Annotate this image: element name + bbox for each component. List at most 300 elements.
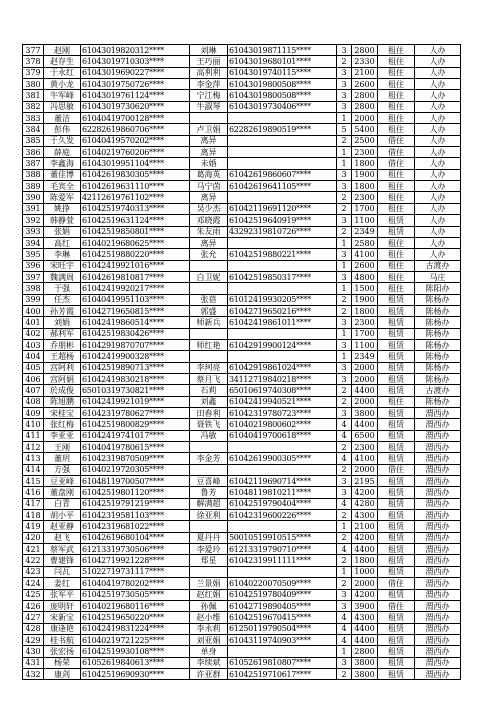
household-size-cell: 2 — [337, 385, 352, 396]
table-row — [23, 532, 461, 543]
row-number-cell: 384 — [23, 124, 44, 135]
table-row — [23, 385, 461, 396]
spouse-id-cell: 61042419940521**** — [228, 396, 337, 407]
office-cell: 渭西办 — [415, 578, 461, 589]
household-size-cell: 1 — [337, 521, 352, 532]
applicant-id-cell: 61040419951103**** — [81, 294, 190, 305]
applicant-name-cell: 李琳 — [44, 249, 81, 260]
housing-status-cell: 借住 — [378, 464, 415, 475]
table-row — [23, 566, 461, 577]
table-row — [23, 237, 461, 248]
applicant-id-cell: 61042519890713**** — [81, 362, 190, 373]
office-cell: 陈杨办 — [415, 351, 461, 362]
applicant-id-cell: 61052619840613**** — [81, 657, 190, 668]
income-cell: 6500 — [352, 430, 378, 441]
office-cell: 人办 — [415, 169, 461, 180]
row-number-cell: 432 — [23, 668, 44, 679]
income-cell: 1800 — [352, 158, 378, 169]
spouse-id-cell — [228, 147, 337, 158]
applicant-name-cell: 郝利军 — [44, 328, 81, 339]
office-cell: 渭西办 — [415, 521, 461, 532]
housing-status-cell: 租赁 — [378, 328, 415, 339]
income-cell: 1800 — [352, 555, 378, 566]
housing-status-cell: 租住 — [378, 67, 415, 78]
housing-status-cell: 借住 — [378, 600, 415, 611]
household-size-cell: 1 — [337, 646, 352, 657]
income-cell: 2500 — [352, 135, 378, 146]
applicant-name-cell: 康逢艳 — [44, 623, 81, 634]
office-cell: 渭西办 — [415, 544, 461, 555]
household-size-cell: 3 — [337, 45, 352, 56]
housing-status-cell: 租赁 — [378, 408, 415, 419]
applicant-id-cell: 61042619631110**** — [81, 181, 190, 192]
applicant-name-cell: 赵刚 — [44, 45, 81, 56]
applicant-id-cell: 61040419780615**** — [81, 442, 190, 453]
spouse-name-cell: 马宁茵 — [190, 181, 228, 192]
income-cell: 3800 — [352, 657, 378, 668]
row-number-cell: 427 — [23, 612, 44, 623]
table-row — [23, 510, 461, 521]
applicant-name-cell: 蔡军武 — [44, 544, 81, 555]
applicant-id-cell: 61042519830426**** — [81, 328, 190, 339]
spouse-name-cell: 高利利 — [190, 67, 228, 78]
applicant-name-cell: 陈爱军 — [44, 192, 81, 203]
housing-status-cell: 租住 — [378, 101, 415, 112]
office-cell: 人办 — [415, 113, 461, 124]
spouse-name-cell — [190, 113, 228, 124]
row-number-cell: 417 — [23, 498, 44, 509]
housing-status-cell: 租赁 — [378, 339, 415, 350]
applicant-name-cell: 乔朋彬 — [44, 339, 81, 350]
income-cell: 1900 — [352, 294, 378, 305]
spouse-name-cell: 许亚群 — [190, 668, 228, 679]
applicant-id-cell: 61042519631124**** — [81, 215, 190, 226]
household-size-cell: 3 — [337, 373, 352, 384]
row-number-cell: 383 — [23, 113, 44, 124]
row-number-cell: 381 — [23, 90, 44, 101]
spouse-name-cell: 李续斌 — [190, 657, 228, 668]
household-size-cell: 1 — [337, 283, 352, 294]
applicant-name-cell: 桂书航 — [44, 634, 81, 645]
spouse-name-cell: 李永莉 — [190, 623, 228, 634]
spouse-id-cell: 61048119810211**** — [228, 487, 337, 498]
office-cell: 陈杨办 — [415, 373, 461, 384]
spouse-name-cell: 蔡月飞 — [190, 373, 228, 384]
applicant-name-cell: 杨荣 — [44, 657, 81, 668]
applicant-name-cell: 庞明轩 — [44, 600, 81, 611]
household-size-cell: 3 — [337, 101, 352, 112]
office-cell: 人办 — [415, 135, 461, 146]
household-size-cell: 4 — [337, 634, 352, 645]
spouse-id-cell: 61042519780409**** — [228, 589, 337, 600]
housing-status-cell: 租住 — [378, 237, 415, 248]
household-size-cell: 2 — [337, 305, 352, 316]
housing-status-cell: 租赁 — [378, 623, 415, 634]
spouse-name-cell: 白卫妮 — [190, 271, 228, 282]
household-size-cell: 2 — [337, 555, 352, 566]
row-number-cell: 401 — [23, 317, 44, 328]
spouse-name-cell: 李爱玲 — [190, 544, 228, 555]
table-row — [23, 90, 461, 101]
office-cell: 人办 — [415, 249, 461, 260]
office-cell: 人办 — [415, 56, 461, 67]
table-row — [23, 544, 461, 555]
spouse-id-cell: 61042519790404**** — [228, 498, 337, 509]
row-number-cell: 408 — [23, 396, 44, 407]
applicant-id-cell: 51022719731117**** — [81, 566, 190, 577]
applicant-id-cell: 61042419860514**** — [81, 317, 190, 328]
spouse-id-cell — [228, 646, 337, 657]
row-number-cell: 430 — [23, 646, 44, 657]
spouse-id-cell: 61040220070509**** — [228, 578, 337, 589]
office-cell: 人办 — [415, 147, 461, 158]
row-number-cell: 378 — [23, 56, 44, 67]
housing-status-cell: 租住 — [378, 192, 415, 203]
applicant-id-cell: 61042319870509**** — [81, 453, 190, 464]
spouse-id-cell: 61043019871115**** — [228, 45, 337, 56]
office-cell: 人办 — [415, 101, 461, 112]
housing-status-cell: 借住 — [378, 578, 415, 589]
applicant-name-cell: 任杰 — [44, 294, 81, 305]
applicant-name-cell: 李亚亚 — [44, 430, 81, 441]
housing-status-cell: 租赁 — [378, 294, 415, 305]
spouse-id-cell: 61042419861011**** — [228, 317, 337, 328]
spouse-name-cell: 夏丹丹 — [190, 532, 228, 543]
table-row — [23, 124, 461, 135]
housing-status-cell: 租住 — [378, 181, 415, 192]
applicant-id-cell: 61042419900328**** — [81, 351, 190, 362]
row-number-cell: 394 — [23, 237, 44, 248]
applicant-name-cell: 魏满周 — [44, 271, 81, 282]
row-number-cell: 379 — [23, 67, 44, 78]
income-cell: 2000 — [352, 464, 378, 475]
housing-status-cell: 租赁 — [378, 544, 415, 555]
spouse-id-cell — [228, 158, 337, 169]
applicant-name-cell: 黄小龙 — [44, 79, 81, 90]
household-size-cell: 3 — [337, 215, 352, 226]
row-number-cell: 386 — [23, 147, 44, 158]
applicant-name-cell: 李鑫海 — [44, 158, 81, 169]
applicant-id-cell: 65010319730821**** — [81, 385, 190, 396]
applicant-id-cell: 61042419920217**** — [81, 283, 190, 294]
office-cell: 渭西办 — [415, 646, 461, 657]
spouse-id-cell: 61042319911111**** — [228, 555, 337, 566]
table-row — [23, 158, 461, 169]
housing-status-cell: 租赁 — [378, 498, 415, 509]
income-cell: 4400 — [352, 544, 378, 555]
office-cell: 人办 — [415, 158, 461, 169]
office-cell: 渭西办 — [415, 442, 461, 453]
housing-status-cell: 租赁 — [378, 555, 415, 566]
spouse-name-cell: 离异 — [190, 147, 228, 158]
spouse-name-cell — [190, 521, 228, 532]
spouse-id-cell: 61040219800602**** — [228, 419, 337, 430]
spouse-name-cell: 张允 — [190, 249, 228, 260]
income-cell: 4400 — [352, 634, 378, 645]
spouse-id-cell: 61042119690714**** — [228, 476, 337, 487]
row-number-cell: 431 — [23, 657, 44, 668]
row-number-cell: 399 — [23, 294, 44, 305]
housing-status-cell: 租赁 — [378, 487, 415, 498]
income-cell: 4300 — [352, 510, 378, 521]
applicant-name-cell: 姚挣 — [44, 203, 81, 214]
office-cell: 渭西办 — [415, 566, 461, 577]
spouse-id-cell: 61043019730406**** — [228, 101, 337, 112]
spouse-id-cell — [228, 442, 337, 453]
income-cell: 2580 — [352, 237, 378, 248]
spouse-name-cell: 聂铁飞 — [190, 419, 228, 430]
applicant-name-cell: 韩静萱 — [44, 215, 81, 226]
income-cell: 1900 — [352, 169, 378, 180]
housing-status-cell: 租住 — [378, 271, 415, 282]
household-size-cell: 3 — [337, 271, 352, 282]
income-cell: 5400 — [352, 124, 378, 135]
income-cell: 4200 — [352, 532, 378, 543]
applicant-id-cell: 61042619680104**** — [81, 532, 190, 543]
household-size-cell: 3 — [337, 600, 352, 611]
household-size-cell: 4 — [337, 430, 352, 441]
housing-status-cell: 租住 — [378, 396, 415, 407]
office-cell: 渭西办 — [415, 634, 461, 645]
table-row — [23, 578, 461, 589]
spouse-name-cell: 赵小维 — [190, 612, 228, 623]
housing-status-cell: 租赁 — [378, 385, 415, 396]
applicant-id-cell: 61042519740313**** — [81, 203, 190, 214]
applicant-id-cell: 61043019730620**** — [81, 101, 190, 112]
applicant-id-cell: 61042519850801**** — [81, 226, 190, 237]
spouse-name-cell: 吴少杰 — [190, 203, 228, 214]
housing-status-cell: 租赁 — [378, 215, 415, 226]
spouse-name-cell: 葛海英 — [190, 169, 228, 180]
applicant-id-cell: 61048119700507**** — [81, 476, 190, 487]
housing-status-cell: 租赁 — [378, 419, 415, 430]
office-cell: 陈杨办 — [415, 305, 461, 316]
spouse-name-cell: 李珂亮 — [190, 362, 228, 373]
housing-status-cell: 租住 — [378, 203, 415, 214]
applicant-id-cell: 61043019761124**** — [81, 90, 190, 101]
spouse-name-cell: 李金芳 — [190, 453, 228, 464]
housing-status-cell: 租住 — [378, 56, 415, 67]
table-row — [23, 113, 461, 124]
housing-status-cell: 租赁 — [378, 476, 415, 487]
row-number-cell: 382 — [23, 101, 44, 112]
applicant-name-cell: 张宏扬 — [44, 646, 81, 657]
table-row — [23, 442, 461, 453]
spouse-id-cell: 61042619860607**** — [228, 169, 337, 180]
spouse-name-cell: 兰景娟 — [190, 578, 228, 589]
applicant-name-cell: 陈旭鹏 — [44, 396, 81, 407]
applicant-name-cell: 彭伟 — [44, 124, 81, 135]
applicant-id-cell: 61042519801120**** — [81, 487, 190, 498]
table-row — [23, 657, 461, 668]
household-size-cell: 3 — [337, 90, 352, 101]
spouse-name-cell — [190, 351, 228, 362]
household-size-cell: 2 — [337, 442, 352, 453]
spouse-id-cell — [228, 192, 337, 203]
applicant-id-cell: 61040419780202**** — [81, 578, 190, 589]
office-cell: 人办 — [415, 192, 461, 203]
spouse-name-cell: 卢卫娟 — [190, 124, 228, 135]
office-cell: 渭西办 — [415, 453, 461, 464]
income-cell: 4400 — [352, 385, 378, 396]
spouse-name-cell: 鲁芳 — [190, 487, 228, 498]
applicant-name-cell: 薛庭 — [44, 147, 81, 158]
row-number-cell: 415 — [23, 476, 44, 487]
spouse-id-cell: 34112719840218**** — [228, 373, 337, 384]
table-row — [23, 623, 461, 634]
income-cell: 2300 — [352, 192, 378, 203]
spouse-id-cell: 43292319810726**** — [228, 226, 337, 237]
row-number-cell: 416 — [23, 487, 44, 498]
table-body — [23, 45, 461, 680]
applicant-id-cell: 61043019690227**** — [81, 67, 190, 78]
spouse-id-cell: 61042919900124**** — [228, 339, 337, 350]
housing-status-cell: 租赁 — [378, 362, 415, 373]
spouse-id-cell: 61012419930205**** — [228, 294, 337, 305]
table-row — [23, 464, 461, 475]
table-row — [23, 271, 461, 282]
row-number-cell: 403 — [23, 339, 44, 350]
income-cell: 4400 — [352, 623, 378, 634]
row-number-cell: 411 — [23, 430, 44, 441]
row-number-cell: 400 — [23, 305, 44, 316]
row-number-cell: 425 — [23, 589, 44, 600]
table-row — [23, 283, 461, 294]
table-row — [23, 589, 461, 600]
applicant-id-cell: 61042319581103**** — [81, 510, 190, 521]
income-cell: 4200 — [352, 487, 378, 498]
office-cell: 人办 — [415, 181, 461, 192]
housing-status-cell: 租赁 — [378, 634, 415, 645]
applicant-name-cell: 宫阿娟 — [44, 373, 81, 384]
income-cell: 2000 — [352, 578, 378, 589]
row-number-cell: 390 — [23, 192, 44, 203]
household-size-cell: 2 — [337, 396, 352, 407]
spouse-name-cell: 赵红娟 — [190, 589, 228, 600]
applicant-name-cell: 高红 — [44, 237, 81, 248]
table-row — [23, 362, 461, 373]
household-size-cell: 1 — [337, 158, 352, 169]
spouse-name-cell: 田春利 — [190, 408, 228, 419]
applicant-name-cell: 刘娟 — [44, 317, 81, 328]
housing-status-cell: 租住 — [378, 90, 415, 101]
applicant-name-cell: 豆亚峰 — [44, 476, 81, 487]
table-row — [23, 339, 461, 350]
applicant-name-cell: 康剑 — [44, 668, 81, 679]
row-number-cell: 385 — [23, 135, 44, 146]
spouse-name-cell: 冯敏 — [190, 430, 228, 441]
household-size-cell: 5 — [337, 124, 352, 135]
office-cell: 陈杨办 — [415, 294, 461, 305]
spouse-name-cell: 李金萍 — [190, 79, 228, 90]
income-cell: 1800 — [352, 305, 378, 316]
spouse-id-cell: 61042519880221**** — [228, 249, 337, 260]
housing-status-cell: 租住 — [378, 169, 415, 180]
row-number-cell: 405 — [23, 362, 44, 373]
income-cell: 4800 — [352, 271, 378, 282]
applicant-id-cell: 61040419700128**** — [81, 113, 190, 124]
household-size-cell: 3 — [337, 181, 352, 192]
applicant-id-cell: 61213319730506**** — [81, 544, 190, 555]
income-cell: 2349 — [352, 351, 378, 362]
spouse-name-cell — [190, 442, 228, 453]
applicant-name-cell: 冯思敏 — [44, 101, 81, 112]
applicant-id-cell: 61042319681022**** — [81, 521, 190, 532]
applicant-name-cell: 方强 — [44, 464, 81, 475]
applicant-id-cell: 61042519800829**** — [81, 419, 190, 430]
housing-status-cell: 租赁 — [378, 521, 415, 532]
table-row — [23, 396, 461, 407]
spouse-id-cell: 61052619810807**** — [228, 657, 337, 668]
housing-status-cell: 租住 — [378, 45, 415, 56]
housing-status-cell: 租赁 — [378, 453, 415, 464]
housing-status-cell: 租住 — [378, 249, 415, 260]
spouse-id-cell: 61043019740115**** — [228, 67, 337, 78]
row-number-cell: 412 — [23, 442, 44, 453]
applicant-name-cell: 姜红 — [44, 578, 81, 589]
housing-status-cell: 租赁 — [378, 612, 415, 623]
spouse-id-cell: 61043019680101**** — [228, 56, 337, 67]
household-size-cell: 2 — [337, 668, 352, 679]
table-row — [23, 249, 461, 260]
household-size-cell: 1 — [337, 113, 352, 124]
income-cell: 2800 — [352, 45, 378, 56]
applicant-name-cell: 赵存生 — [44, 56, 81, 67]
spouse-id-cell: 61042919861024**** — [228, 362, 337, 373]
table-row — [23, 294, 461, 305]
household-size-cell: 4 — [337, 612, 352, 623]
row-number-cell: 395 — [23, 249, 44, 260]
table-row — [23, 453, 461, 464]
applicant-id-cell: 61040219680116**** — [81, 600, 190, 611]
income-cell: 4280 — [352, 498, 378, 509]
spouse-id-cell: 61043119740903**** — [228, 634, 337, 645]
spouse-name-cell: 离异 — [190, 192, 228, 203]
spouse-name-cell: 宁江梅 — [190, 90, 228, 101]
household-size-cell: 4 — [337, 453, 352, 464]
row-number-cell: 407 — [23, 385, 44, 396]
household-size-cell: 3 — [337, 476, 352, 487]
spouse-id-cell — [228, 566, 337, 577]
spouse-id-cell: 61042319780723**** — [228, 408, 337, 419]
office-cell: 陈杨办 — [415, 362, 461, 373]
housing-status-cell: 借住 — [378, 147, 415, 158]
applicant-id-cell: 61042419830218**** — [81, 373, 190, 384]
applicant-id-cell: 61042519650220**** — [81, 612, 190, 623]
applicant-name-cell: 董玥 — [44, 453, 81, 464]
table-row — [23, 215, 461, 226]
spouse-name-cell — [190, 328, 228, 339]
spouse-id-cell: 61042519640919**** — [228, 215, 337, 226]
income-cell: 4100 — [352, 249, 378, 260]
applicant-name-cell: 毛宾全 — [44, 181, 81, 192]
office-cell: 渭西办 — [415, 430, 461, 441]
applicant-id-cell: 61042419741017**** — [81, 430, 190, 441]
applicant-id-cell: 61040219721225**** — [81, 634, 190, 645]
applicant-id-cell: 61042519730505**** — [81, 589, 190, 600]
spouse-id-cell — [228, 237, 337, 248]
spouse-id-cell: 50010519910515**** — [228, 532, 337, 543]
spouse-name-cell: 解满超 — [190, 498, 228, 509]
household-size-cell: 3 — [337, 249, 352, 260]
household-table — [22, 44, 461, 680]
table-row — [23, 351, 461, 362]
office-cell: 渭西办 — [415, 589, 461, 600]
applicant-name-cell: 于永红 — [44, 67, 81, 78]
spouse-id-cell: 61213319790710**** — [228, 544, 337, 555]
spouse-id-cell — [228, 283, 337, 294]
applicant-name-cell: 宋桂宝 — [44, 408, 81, 419]
